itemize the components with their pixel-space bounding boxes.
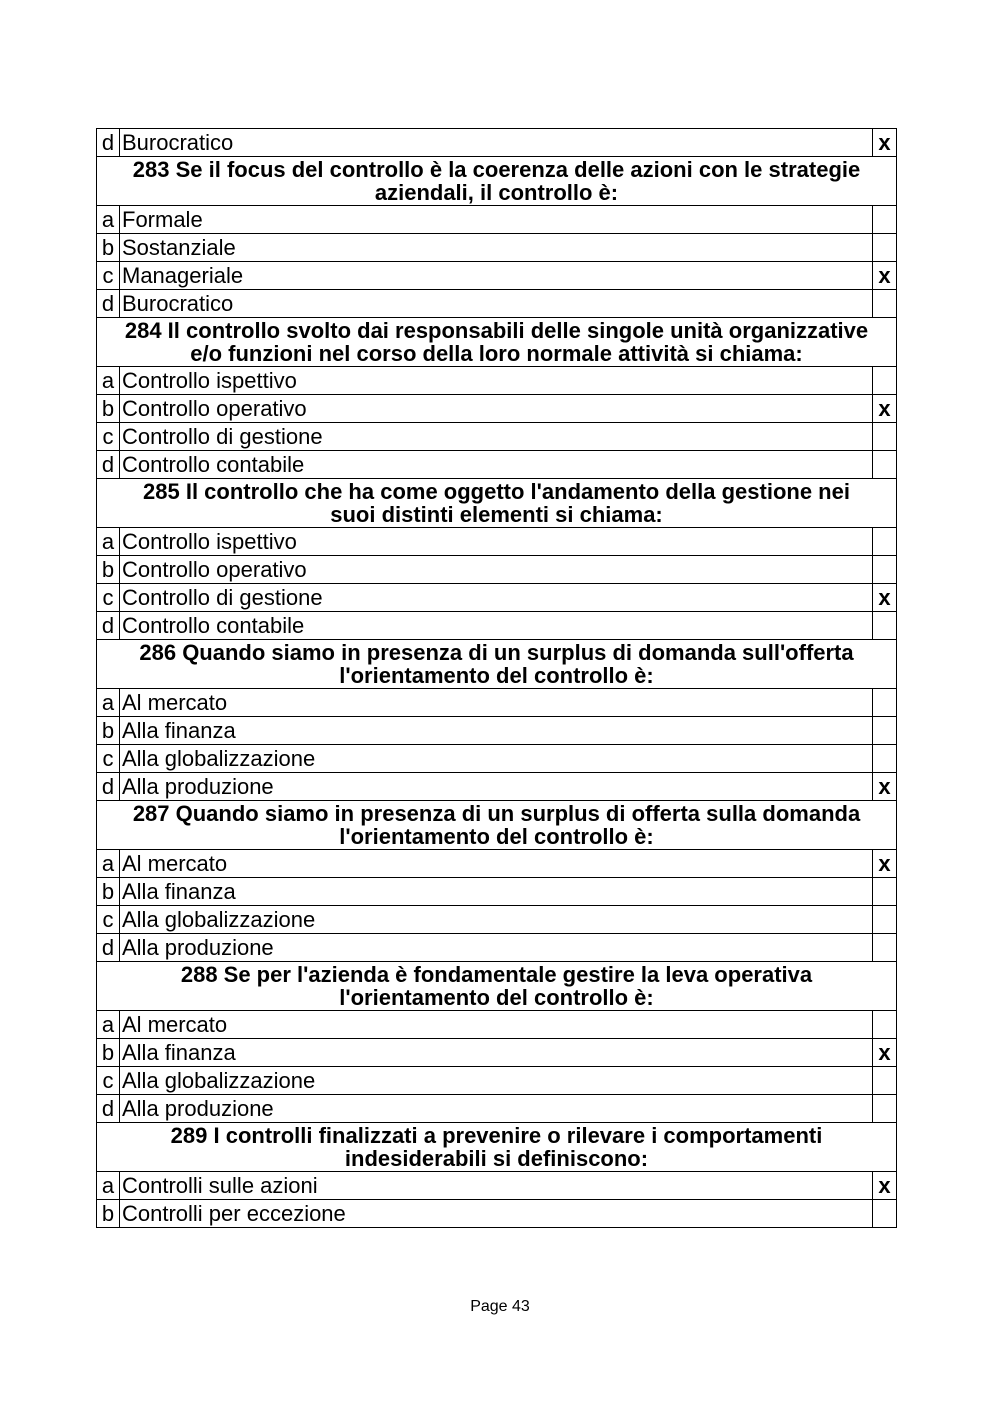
option-text: Burocratico <box>120 129 873 157</box>
answer-mark: x <box>873 584 897 612</box>
question-text <box>97 801 897 850</box>
option-row <box>97 773 897 801</box>
option-row <box>97 206 897 234</box>
question-text <box>97 479 897 528</box>
option-row <box>97 878 897 906</box>
option-row <box>97 689 897 717</box>
option-letter: d <box>97 934 120 962</box>
option-letter: c <box>97 745 120 773</box>
answer-mark <box>873 745 897 773</box>
option-row <box>97 129 897 157</box>
answer-mark <box>873 423 897 451</box>
question-text <box>97 962 897 1011</box>
question-row <box>97 640 897 689</box>
option-row <box>97 451 897 479</box>
question-row <box>97 479 897 528</box>
answer-mark <box>873 1067 897 1095</box>
answer-mark: x <box>873 1172 897 1200</box>
answer-mark <box>873 1095 897 1123</box>
question-row <box>97 318 897 367</box>
option-text: Controlli per eccezione <box>120 1200 873 1228</box>
question-text <box>97 157 897 206</box>
option-letter: d <box>97 290 120 318</box>
question-row <box>97 157 897 206</box>
option-text: Al mercato <box>120 1011 873 1039</box>
option-row <box>97 528 897 556</box>
option-row <box>97 262 897 290</box>
option-row <box>97 1200 897 1228</box>
option-row <box>97 612 897 640</box>
question-line-1: 288 Se per l'azienda è fondamentale gestire la leva operativa <box>180 962 813 987</box>
question-line-1: 287 Quando siamo in presenza di un surplus di offerta sulla domanda <box>132 801 861 826</box>
quiz-table <box>96 128 897 1228</box>
option-text: Controllo contabile <box>120 612 873 640</box>
question-line-2: aziendali, il controllo è: <box>374 180 619 205</box>
question-line-2: indesiderabili si definiscono: <box>344 1146 649 1171</box>
answer-mark: x <box>873 129 897 157</box>
option-letter: b <box>97 717 120 745</box>
option-row <box>97 850 897 878</box>
option-text: Alla globalizzazione <box>120 1067 873 1095</box>
option-letter: c <box>97 262 120 290</box>
question-line-2: suoi distinti elementi si chiama: <box>330 502 663 527</box>
question-text <box>97 318 897 367</box>
question-line-1: 286 Quando siamo in presenza di un surplus di domanda sull'offerta <box>139 640 854 665</box>
option-letter: c <box>97 584 120 612</box>
option-text: Burocratico <box>120 290 873 318</box>
option-row <box>97 423 897 451</box>
question-line-2: l'orientamento del controllo è: <box>339 824 654 849</box>
question-line-2: l'orientamento del controllo è: <box>339 663 654 688</box>
option-text: Sostanziale <box>120 234 873 262</box>
question-line-1: 284 Il controllo svolto dai responsabili delle singole unità organizzative <box>124 318 869 343</box>
answer-mark <box>873 717 897 745</box>
question-line-1: 285 Il controllo che ha come oggetto l'andamento della gestione nei <box>143 479 850 504</box>
answer-mark <box>873 206 897 234</box>
option-letter: d <box>97 773 120 801</box>
answer-mark <box>873 367 897 395</box>
option-text: Alla produzione <box>120 934 873 962</box>
answer-mark <box>873 1200 897 1228</box>
answer-mark <box>873 234 897 262</box>
option-row <box>97 290 897 318</box>
answer-mark: x <box>873 850 897 878</box>
option-letter: c <box>97 906 120 934</box>
question-text <box>97 640 897 689</box>
option-text: Manageriale <box>120 262 873 290</box>
option-text: Formale <box>120 206 873 234</box>
answer-mark <box>873 689 897 717</box>
option-text: Alla produzione <box>120 1095 873 1123</box>
option-text: Alla produzione <box>120 773 873 801</box>
question-line-1: 283 Se il focus del controllo è la coerenza delle azioni con le strategie <box>132 157 861 182</box>
option-letter: b <box>97 878 120 906</box>
question-line-2: e/o funzioni nel corso della loro normale attività si chiama: <box>190 341 803 366</box>
option-letter: a <box>97 206 120 234</box>
option-text: Alla globalizzazione <box>120 745 873 773</box>
question-row <box>97 801 897 850</box>
answer-mark: x <box>873 1039 897 1067</box>
answer-mark <box>873 934 897 962</box>
option-row <box>97 1095 897 1123</box>
answer-mark <box>873 451 897 479</box>
option-row <box>97 1039 897 1067</box>
question-row <box>97 962 897 1011</box>
option-row <box>97 745 897 773</box>
option-letter: a <box>97 367 120 395</box>
option-row <box>97 1011 897 1039</box>
option-text: Controllo di gestione <box>120 584 873 612</box>
option-text: Alla finanza <box>120 878 873 906</box>
question-row <box>97 1123 897 1172</box>
option-text: Al mercato <box>120 689 873 717</box>
option-text: Alla finanza <box>120 717 873 745</box>
answer-mark <box>873 556 897 584</box>
option-row <box>97 934 897 962</box>
answer-mark <box>873 612 897 640</box>
option-letter: d <box>97 1095 120 1123</box>
option-letter: a <box>97 1011 120 1039</box>
option-letter: b <box>97 234 120 262</box>
option-text: Controllo operativo <box>120 556 873 584</box>
option-row <box>97 367 897 395</box>
option-row <box>97 556 897 584</box>
option-text: Controllo di gestione <box>120 423 873 451</box>
option-text: Controllo operativo <box>120 395 873 423</box>
answer-mark <box>873 878 897 906</box>
option-letter: d <box>97 612 120 640</box>
question-text <box>97 1123 897 1172</box>
option-letter: d <box>97 129 120 157</box>
option-row <box>97 1172 897 1200</box>
answer-mark <box>873 906 897 934</box>
answer-mark: x <box>873 395 897 423</box>
option-text: Controllo ispettivo <box>120 528 873 556</box>
option-row <box>97 717 897 745</box>
option-row <box>97 906 897 934</box>
answer-mark: x <box>873 773 897 801</box>
option-text: Alla globalizzazione <box>120 906 873 934</box>
option-letter: d <box>97 451 120 479</box>
quiz-body <box>97 129 897 1228</box>
option-letter: b <box>97 1200 120 1228</box>
answer-mark: x <box>873 262 897 290</box>
option-text: Alla finanza <box>120 1039 873 1067</box>
option-text: Controllo ispettivo <box>120 367 873 395</box>
answer-mark <box>873 290 897 318</box>
option-row <box>97 395 897 423</box>
option-text: Al mercato <box>120 850 873 878</box>
option-letter: b <box>97 1039 120 1067</box>
option-row <box>97 584 897 612</box>
question-line-2: l'orientamento del controllo è: <box>339 985 654 1010</box>
option-text: Controlli sulle azioni <box>120 1172 873 1200</box>
option-text: Controllo contabile <box>120 451 873 479</box>
option-letter: b <box>97 556 120 584</box>
option-letter: b <box>97 395 120 423</box>
option-row <box>97 234 897 262</box>
page-number: Page 43 <box>470 1298 530 1315</box>
option-row <box>97 1067 897 1095</box>
option-letter: c <box>97 1067 120 1095</box>
option-letter: a <box>97 1172 120 1200</box>
option-letter: a <box>97 850 120 878</box>
option-letter: a <box>97 528 120 556</box>
answer-mark <box>873 1011 897 1039</box>
option-letter: c <box>97 423 120 451</box>
answer-mark <box>873 528 897 556</box>
option-letter: a <box>97 689 120 717</box>
question-line-1: 289 I controlli finalizzati a prevenire o rilevare i comportamenti <box>170 1123 823 1148</box>
